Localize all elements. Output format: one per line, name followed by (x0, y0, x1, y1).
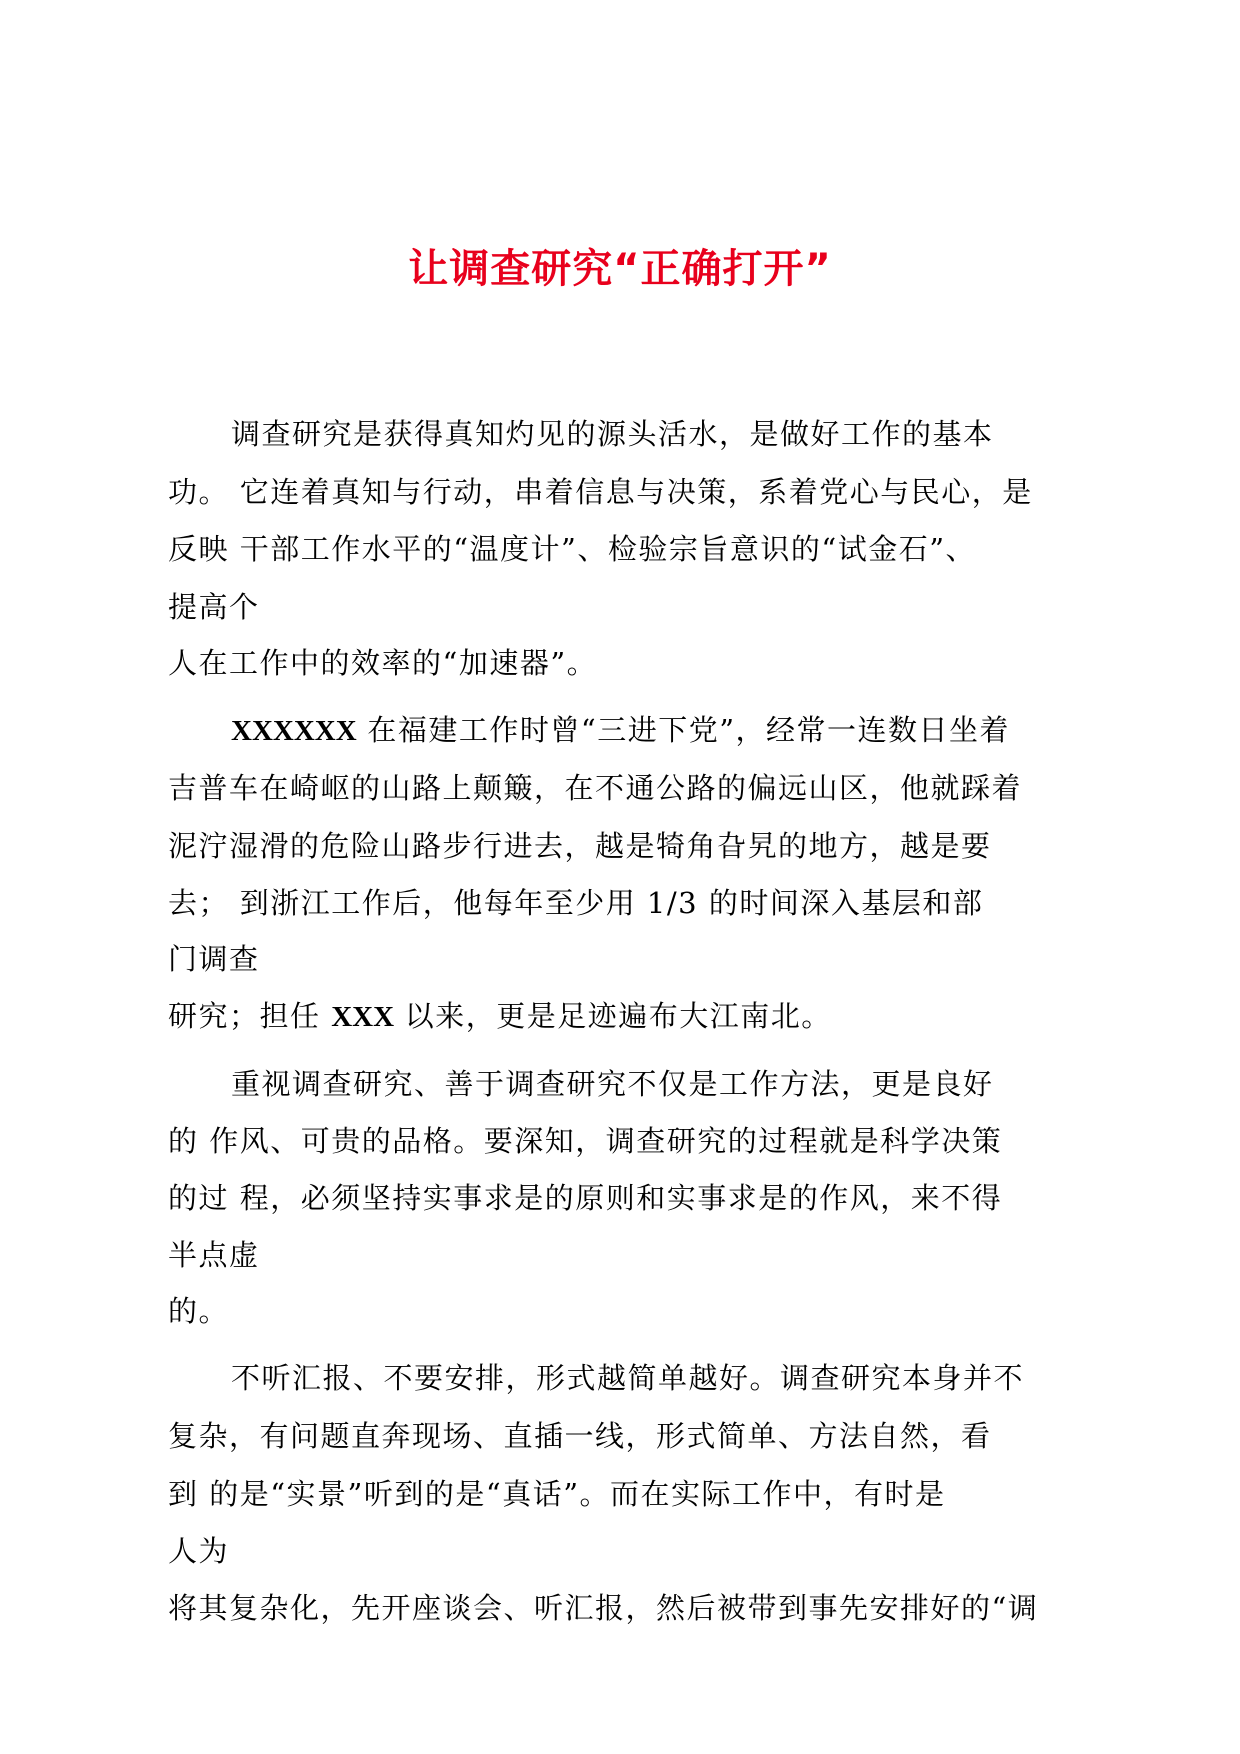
paragraph-line: 的过 程，必须坚持实事求是的原则和实事求是的作风，来不得 (168, 1181, 1003, 1215)
line-text: 以来，更是足迹遍布大江南北。 (394, 999, 832, 1033)
redacted-name: XXX (331, 1001, 395, 1033)
paragraph-line: 的。 (168, 1294, 230, 1328)
paragraph-line: 调查研究是获得真知灼见的源头活水，是做好工作的基本 (231, 417, 994, 451)
paragraph-line (168, 996, 832, 1037)
redacted-name: XXXXXX (231, 715, 357, 747)
document-title: 让调查研究“正确打开” (408, 246, 832, 292)
paragraph-line: 吉普车在崎岖的山路上颠簸，在不通公路的偏远山区，他就踩着 (168, 771, 1023, 805)
paragraph-line: 功。 它连着真知与行动，串着信息与决策，系着党心与民心，是 (168, 475, 1033, 509)
line-text: 研究；担任 (168, 999, 332, 1033)
paragraph-line: 不听汇报、不要安排，形式越简单越好。调查研究本身并不 (231, 1361, 1025, 1395)
paragraph-line: 提高个 (168, 590, 260, 624)
paragraph-line: 半点虚 (168, 1238, 260, 1272)
paragraph-line: 泥泞湿滑的危险山路步行进去，越是犄角旮旯的地方，越是要 (168, 829, 992, 863)
line-text: 在福建工作时曾“三进下党”，经常一连数日坐着 (356, 713, 1011, 747)
paragraph-line: 门调查 (168, 942, 260, 976)
paragraph-line: 重视调查研究、善于调查研究不仅是工作方法，更是良好 (231, 1067, 994, 1101)
paragraph-line: 反映 干部工作水平的“温度计”、检验宗旨意识的“试金石”、 (168, 532, 977, 566)
paragraph-line: 去； 到浙江工作后，他每年至少用 1/3 的时间深入基层和部 (168, 886, 984, 920)
paragraph-line: 到 的是“实景”听到的是“真话”。而在实际工作中，有时是 (168, 1477, 946, 1511)
paragraph-line: 人在工作中的效率的“加速器”。 (168, 646, 598, 680)
paragraph-line: 人为 (168, 1534, 230, 1568)
paragraph-line: 将其复杂化，先开座谈会、听汇报，然后被带到事先安排好的“调 (168, 1591, 1039, 1625)
paragraph-line: 的 作风、可贵的品格。要深知，调查研究的过程就是科学决策 (168, 1124, 1003, 1158)
paragraph-line (231, 710, 1010, 751)
paragraph-line: 复杂，有问题直奔现场、直插一线，形式简单、方法自然，看 (168, 1419, 992, 1453)
